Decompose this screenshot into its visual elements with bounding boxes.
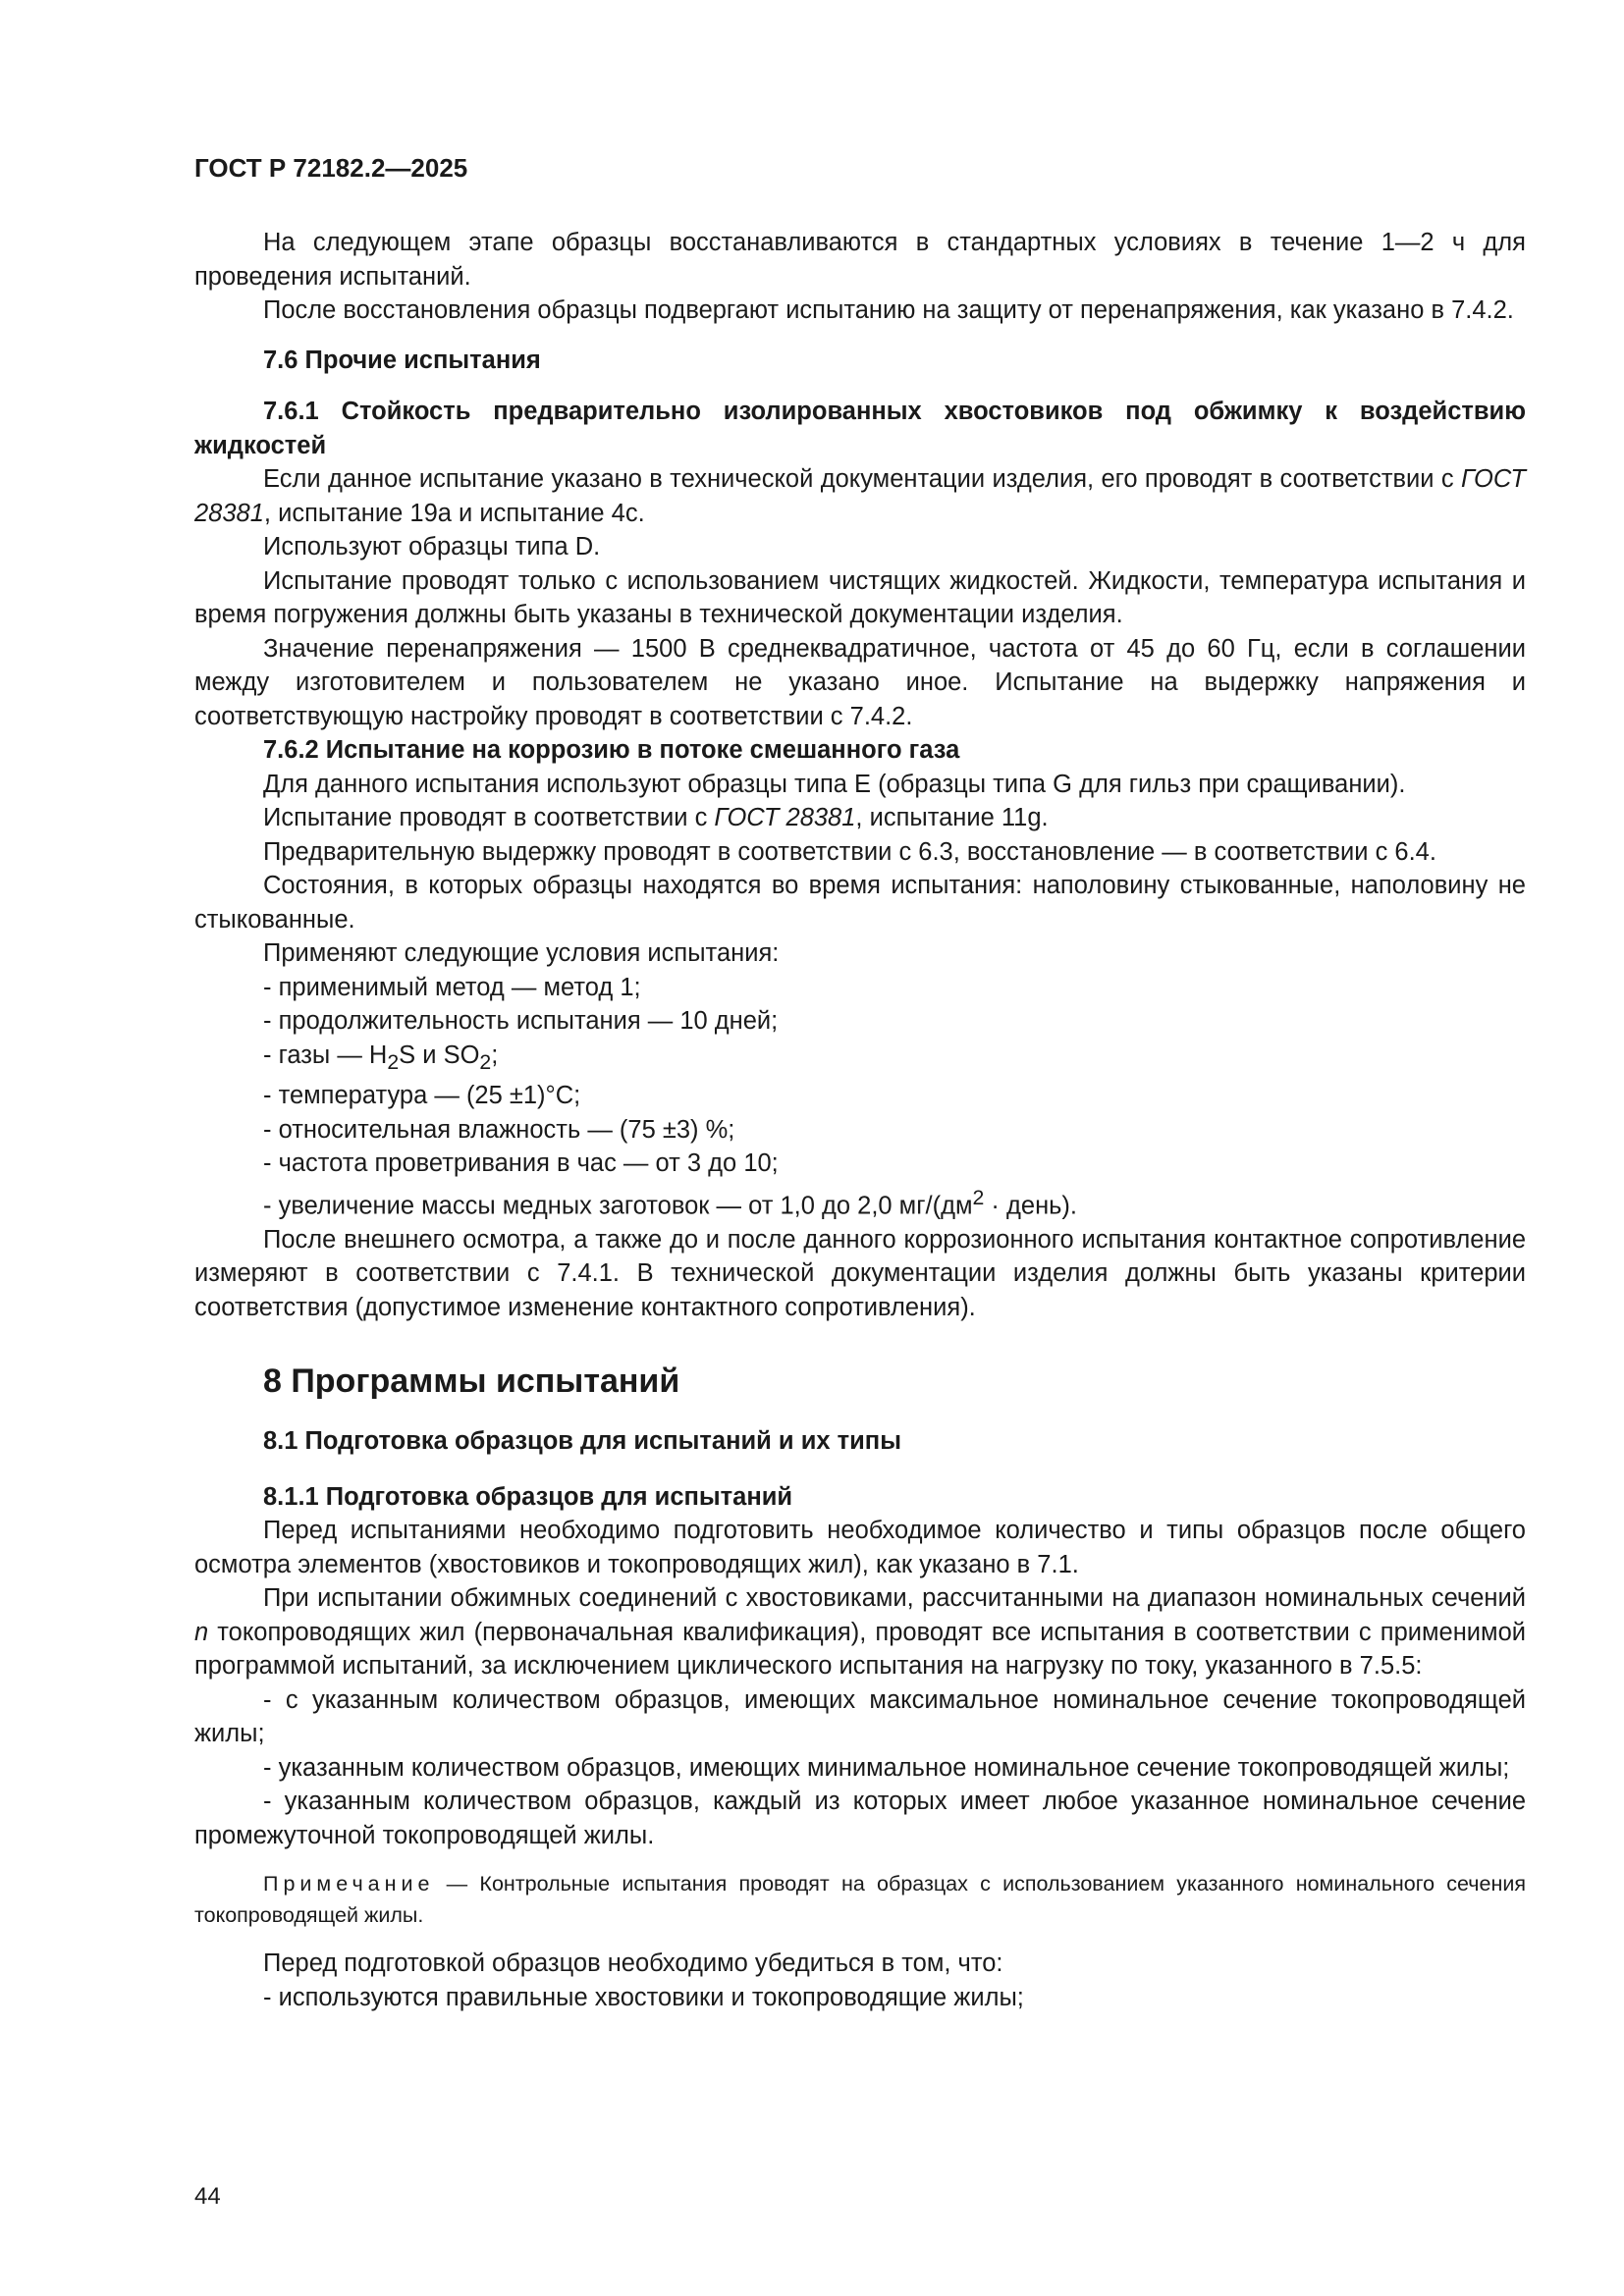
list-item: - относительная влажность — (75 ±3) %; <box>263 1115 735 1144</box>
list-item: - используются правильные хвостовики и токопроводящие жилы; <box>263 1983 1024 2011</box>
list-item: - с указанным количеством образцов, имеющих максимальное номинальное сечение токопроводящей жилы; <box>194 1685 1526 1748</box>
standard-reference: ГОСТ 28381 <box>194 465 1526 527</box>
paragraph: Испытание проводят только с использованием чистящих жидкостей. Жидкости, температура испытания и время погружения должны быть указаны в технической документации изделия. <box>194 566 1526 628</box>
list-item: - температура — (25 ±1)°C; <box>263 1082 581 1110</box>
document-header: ГОСТ Р 72182.2—2025 <box>194 153 468 183</box>
page-number: 44 <box>194 2183 221 2210</box>
subscript: 2 <box>387 1049 400 1074</box>
text: - газы — H <box>263 1041 388 1069</box>
note-label: Примечание <box>263 1872 435 1896</box>
text: токопроводящих жил (первоначальная квалификация), проводят все испытания в соответствии с применимой программой испытаний, за исключением циклического испытания на нагрузку по току, указанного в 7.5.5: <box>194 1618 1526 1681</box>
standard-reference: ГОСТ 28381 <box>714 804 856 831</box>
text: - увеличение массы медных заготовок — от 1,0 до 2,0 мг/(дм <box>263 1192 973 1220</box>
section-7-6-2-heading: 7.6.2 Испытание на коррозию в потоке смешанного газа <box>263 736 960 764</box>
paragraph <box>194 801 1526 835</box>
section-8-1-1-heading: 8.1.1 Подготовка образцов для испытаний <box>263 1482 793 1511</box>
text: , испытание 11g. <box>855 804 1049 831</box>
paragraph: Предварительную выдержку проводят в соответствии с 6.3, восстановление — в соответствии с 6.4. <box>263 837 1436 866</box>
list-item <box>194 1181 1526 1223</box>
paragraph: Состояния, в которых образцы находятся во время испытания: наполовину стыкованные, наполовину не стыкованные. <box>194 872 1526 934</box>
text: При испытании обжимных соединений с хвостовиками, рассчитанными на диапазон номинальных сечений <box>263 1584 1526 1613</box>
section-8-1-heading: 8.1 Подготовка образцов для испытаний и их типы <box>263 1427 901 1456</box>
text: Если данное испытание указано в технической документации изделия, его проводят в соответствии с <box>263 465 1461 493</box>
list-item: - указанным количеством образцов, имеющих минимальное номинальное сечение токопроводящей жилы; <box>263 1753 1510 1782</box>
list-item: - указанным количеством образцов, каждый из которых имеет любое указанное номинальное сечение промежуточной токопроводящей жилы. <box>194 1788 1526 1849</box>
paragraph: Перед испытаниями необходимо подготовить необходимое количество и типы образцов после общего осмотра элементов (хвостовиков и токопроводящих жил), как указано в 7.1. <box>194 1517 1526 1578</box>
list-item <box>194 1039 1526 1080</box>
subscript: 2 <box>479 1049 492 1074</box>
text: · день). <box>984 1192 1078 1220</box>
text: S и SO <box>399 1041 480 1069</box>
list-item: - продолжительность испытания — 10 дней; <box>263 1007 779 1035</box>
paragraph: После восстановления образцы подвергают испытанию на защиту от перенапряжения, как указано в 7.4.2. <box>263 296 1514 324</box>
text: , испытание 19a и испытание 4c. <box>263 499 645 527</box>
text: Испытание проводят в соответствии с <box>263 804 715 831</box>
paragraph: Применяют следующие условия испытания: <box>263 939 780 967</box>
section-8-heading: 8 Программы испытаний <box>263 1362 680 1401</box>
paragraph <box>194 1581 1526 1683</box>
paragraph: Перед подготовкой образцов необходимо убедиться в том, что: <box>263 1949 1003 1978</box>
note <box>194 1868 1526 1931</box>
list-item: - применимый метод — метод 1; <box>263 973 641 1001</box>
paragraph: Для данного испытания используют образцы типа E (образцы типа G для гильз при сращивании). <box>263 770 1406 798</box>
section-7-6-1-heading: 7.6.1 Стойкость предварительно изолированных хвостовиков под обжимку к воздействию жидкостей <box>194 398 1526 459</box>
paragraph: После внешнего осмотра, а также до и после данного коррозионного испытания контактное сопротивление измеряют в соответствии с 7.4.1. В технической документации изделия должны быть указаны критерии соответствия (допустимое изменение контактного сопротивления). <box>194 1225 1526 1321</box>
paragraph: На следующем этапе образцы восстанавливаются в стандартных условиях в течение 1—2 ч для проведения испытаний. <box>194 229 1526 291</box>
paragraph <box>194 462 1526 530</box>
variable-n: n <box>194 1618 209 1646</box>
page-body <box>194 226 1526 2014</box>
section-7-6-heading: 7.6 Прочие испытания <box>263 346 541 374</box>
note-text: — Контрольные испытания проводят на образцах с использованием указанного номинального сечения токопроводящей жилы. <box>194 1872 1526 1928</box>
paragraph: Используют образцы типа D. <box>263 533 601 561</box>
superscript: 2 <box>972 1185 985 1209</box>
list-item: - частота проветривания в час — от 3 до 10; <box>263 1149 779 1178</box>
text: ; <box>491 1041 499 1069</box>
paragraph: Значение перенапряжения — 1500 В среднеквадратичное, частота от 45 до 60 Гц, если в соглашении между изготовителем и пользователем не указано иное. Испытание на выдержку напряжения и соответствующую настройку проводят в соответствии с 7.4.2. <box>194 634 1526 730</box>
